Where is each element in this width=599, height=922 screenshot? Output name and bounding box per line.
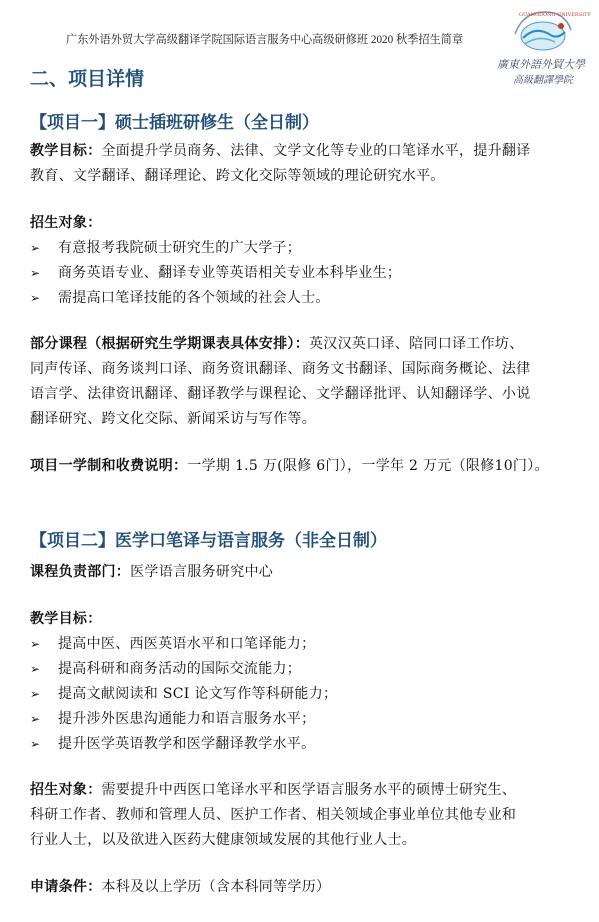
project1-goal-line2: 教育、文学翻译、翻译理论、跨文化交际等领域的理论研究水平。 <box>30 168 445 184</box>
project1-courses-line3: 语言学、法律资讯翻译、翻译教学与课程论、文学翻译批评、认知翻译学、小说 <box>30 386 531 402</box>
project1-courses-line4: 翻译研究、跨文化交际、新闻采访与写作等。 <box>30 411 316 427</box>
project1-goal-label: 教学目标： <box>30 143 102 159</box>
list-item <box>30 633 315 653</box>
project2-title: 【项目二】医学口笔译与语言服务（非全日制） <box>30 531 387 551</box>
project2-target-line1 <box>30 779 516 799</box>
list-item-text: 提升涉外医患沟通能力和语言服务水平； <box>58 711 316 727</box>
section-title: 二、项目详情 <box>30 68 145 90</box>
project1-fee-text: 一学期 1.5 万(限修 6门），一学年 2 万元（限修10门）。 <box>187 458 549 474</box>
project2-dept-label: 课程负责部门： <box>30 564 131 580</box>
project2-target-text1: 需要提升中西医口笔译水平和医学语言服务水平的硕博士研究生、 <box>101 782 517 798</box>
list-item-text: 提高文献阅读和 SCI 论文写作等科研能力； <box>58 686 338 702</box>
list-item <box>30 237 301 257</box>
bullet-arrow-icon: ➢ <box>30 712 41 726</box>
university-logo <box>493 4 593 88</box>
project2-dept-text: 医学语言服务研究中心 <box>130 564 274 580</box>
list-item-text: 提高科研和商务活动的国际交流能力； <box>58 661 302 677</box>
list-item <box>30 658 301 678</box>
project2-target-label: 招生对象： <box>30 782 102 798</box>
list-item-text: 提高中医、西医英语水平和口笔译能力； <box>58 636 316 652</box>
project2-apply-label: 申请条件： <box>30 879 102 895</box>
project2-apply-text: 本科及以上学历（含本科同等学历） <box>101 879 331 895</box>
project1-goal-line1 <box>30 140 531 160</box>
bullet-arrow-icon: ➢ <box>30 637 41 651</box>
list-item <box>30 683 337 703</box>
bullet-arrow-icon: ➢ <box>30 241 41 255</box>
project1-fee-line <box>30 455 549 475</box>
list-item-text: 商务英语专业、翻译专业等英语相关专业本科毕业生； <box>58 265 402 281</box>
bullet-arrow-icon: ➢ <box>30 737 41 751</box>
project2-target-line3: 行业人士，以及欲进入医药大健康领域发展的其他行业人士。 <box>30 832 417 848</box>
list-item <box>30 708 315 728</box>
project2-goal-label: 教学目标： <box>30 611 102 627</box>
bullet-arrow-icon: ➢ <box>30 291 41 305</box>
project1-courses-label: 部分课程（根据研究生学期课表具体安排）： <box>30 336 309 352</box>
list-item-text: 有意报考我院硕士研究生的广大学子； <box>58 240 302 256</box>
list-item-text: 提升医学英语教学和医学翻译教学水平。 <box>58 736 316 752</box>
list-item-text: 需提高口笔译技能的各个领域的社会人士。 <box>58 290 330 306</box>
project2-dept-line <box>30 561 273 581</box>
project1-courses-line1 <box>30 333 524 353</box>
list-item <box>30 262 401 282</box>
project1-courses-text1: 英汉汉英口译、陪同口译工作坊、 <box>309 336 524 352</box>
university-seal-icon <box>493 4 593 60</box>
logo-university-name: 廣東外語外貿大學 <box>497 58 585 71</box>
list-item <box>30 733 315 753</box>
page-header: 广东外语外贸大学高级翻译学院国际语言服务中心高级研修班 2020 秋季招生简章 <box>66 34 464 46</box>
svg-text:GUANGDONG UNIVERSITY: GUANGDONG UNIVERSITY <box>519 12 591 18</box>
project1-goal-text1: 全面提升学员商务、法律、文学文化等专业的口笔译水平，提升翻译 <box>101 143 531 159</box>
project2-apply-line <box>30 876 330 896</box>
project2-target-line2: 科研工作者、教师和管理人员、医护工作者、相关领域企事业单位其他专业和 <box>30 807 517 823</box>
project1-courses-line2: 同声传译、商务谈判口译、商务资讯翻译、商务文书翻译、国际商务概论、法律 <box>30 361 531 377</box>
bullet-arrow-icon: ➢ <box>30 266 41 280</box>
logo-school-name: 高級翻譯學院 <box>513 75 573 86</box>
bullet-arrow-icon: ➢ <box>30 687 41 701</box>
list-item <box>30 287 330 307</box>
project1-title: 【项目一】硕士插班研修生（全日制） <box>30 113 319 133</box>
project1-target-label: 招生对象： <box>30 215 102 231</box>
project1-fee-label: 项目一学制和收费说明： <box>30 458 188 474</box>
bullet-arrow-icon: ➢ <box>30 662 41 676</box>
